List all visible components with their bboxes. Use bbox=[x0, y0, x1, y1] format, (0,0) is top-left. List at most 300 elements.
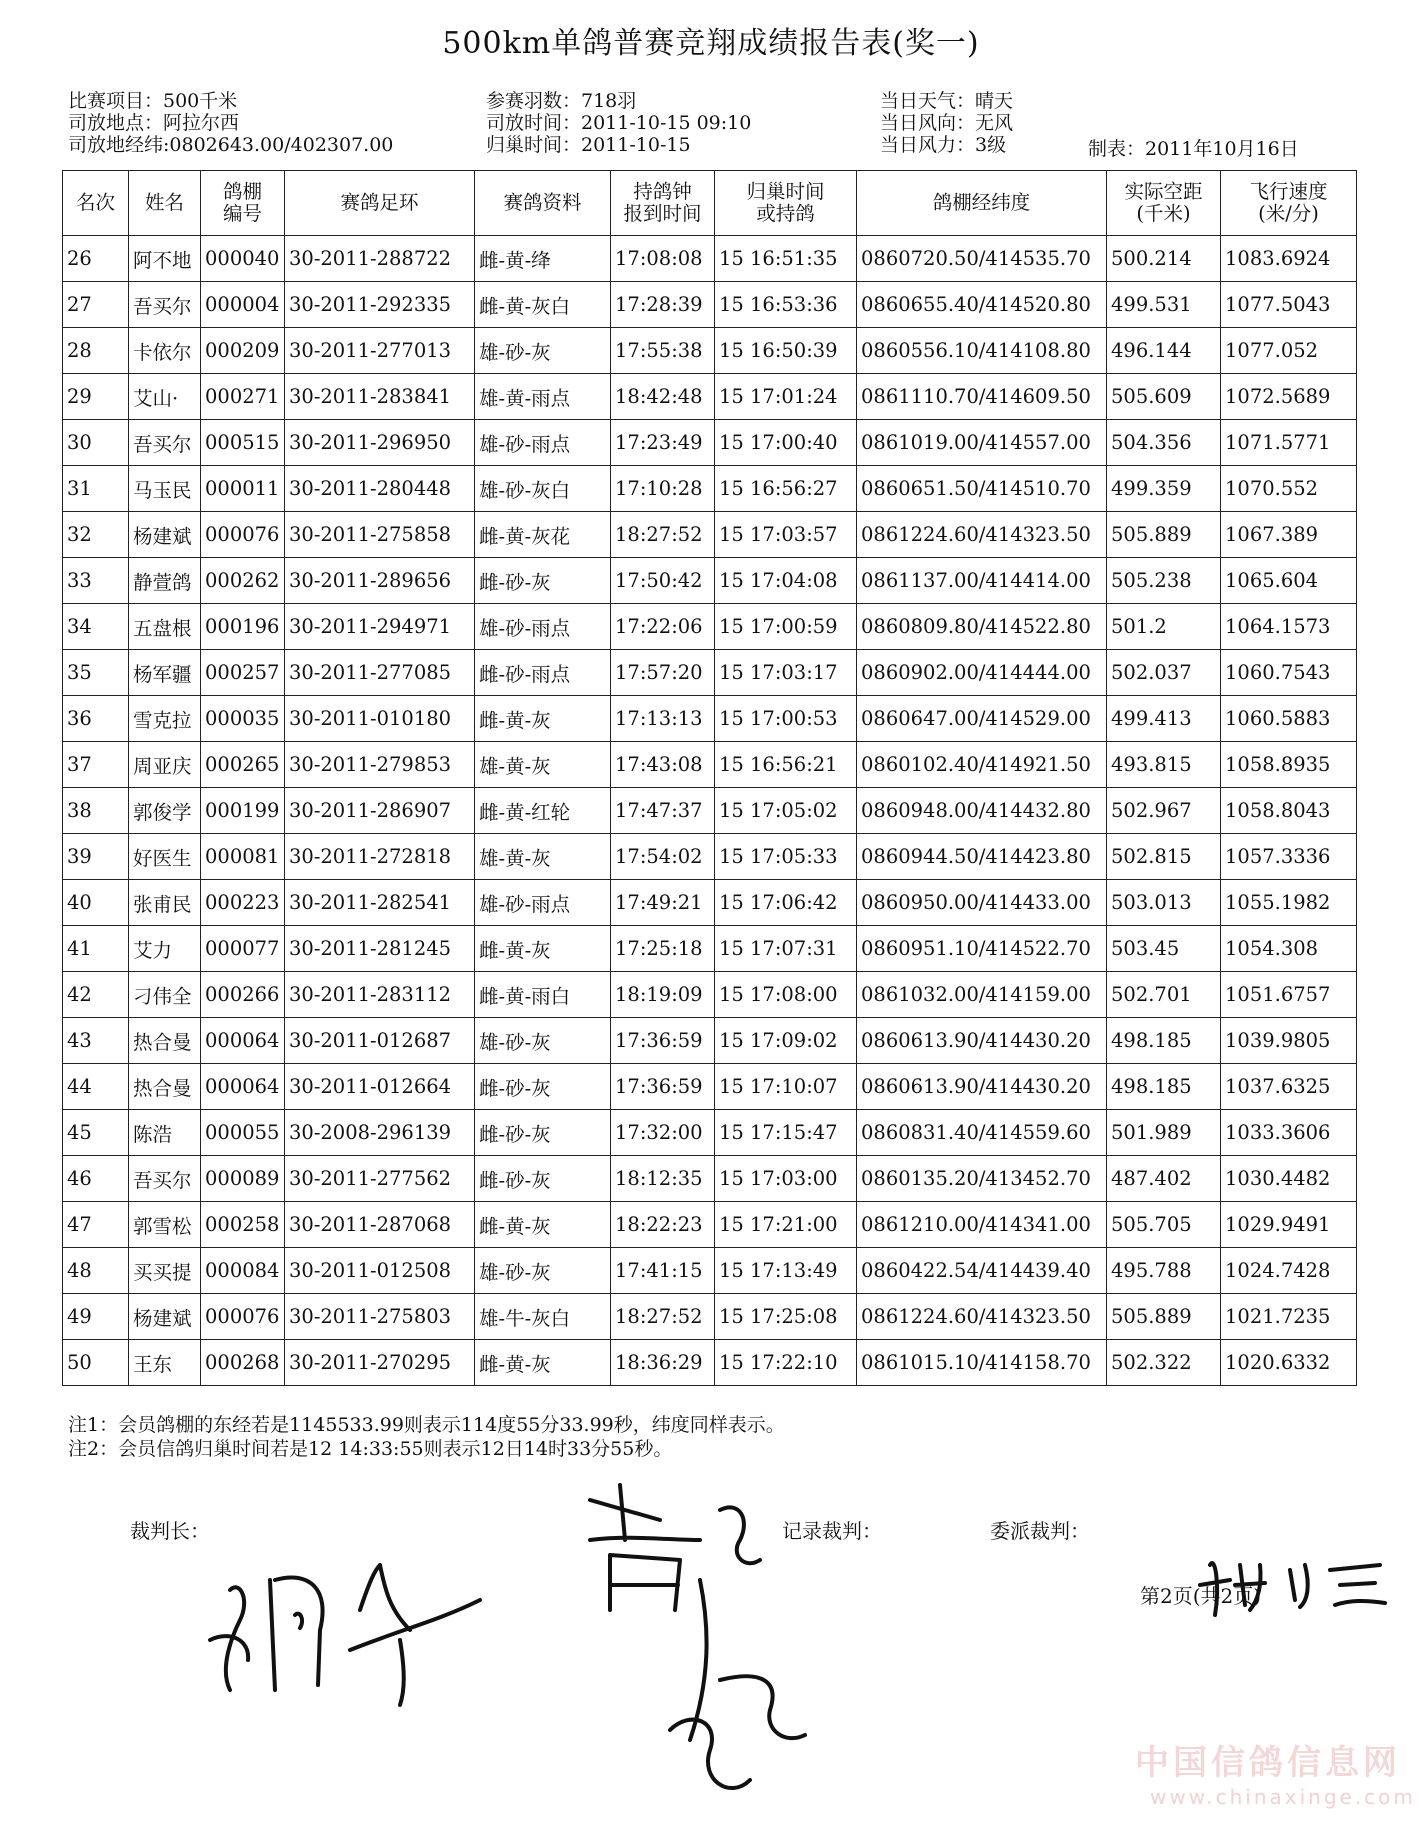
name-cell: 好医生 bbox=[129, 834, 201, 880]
clock-time-cell: 18:12:35 bbox=[611, 1156, 715, 1202]
loft-id-cell: 000196 bbox=[201, 604, 285, 650]
record-referee-signature bbox=[570, 1480, 820, 1810]
distance-cell: 505.889 bbox=[1107, 1294, 1221, 1340]
loft-coords-cell: 0860655.40/414520.80 bbox=[857, 282, 1107, 328]
results-table bbox=[62, 170, 1357, 1386]
ring-cell: 30-2011-280448 bbox=[285, 466, 475, 512]
rank-cell: 34 bbox=[63, 604, 129, 650]
col-header-pigeon-info: 赛鸽资料 bbox=[475, 171, 611, 236]
speed-cell: 1058.8935 bbox=[1221, 742, 1357, 788]
return-time: 归巢时间：2011-10-15 bbox=[486, 134, 691, 156]
loft-coords-cell: 0860102.40/414921.50 bbox=[857, 742, 1107, 788]
name-cell: 吾买尔 bbox=[129, 282, 201, 328]
table-header-row bbox=[63, 171, 1357, 236]
ring-cell: 30-2011-296950 bbox=[285, 420, 475, 466]
speed-cell: 1060.5883 bbox=[1221, 696, 1357, 742]
ring-cell: 30-2011-283112 bbox=[285, 972, 475, 1018]
pigeon-info-cell: 雄-砂-雨点 bbox=[475, 420, 611, 466]
clock-time-cell: 17:10:28 bbox=[611, 466, 715, 512]
rank-cell: 44 bbox=[63, 1064, 129, 1110]
table-row bbox=[63, 512, 1357, 558]
distance-cell: 505.238 bbox=[1107, 558, 1221, 604]
loft-coords-cell: 0860613.90/414430.20 bbox=[857, 1064, 1107, 1110]
table-row bbox=[63, 788, 1357, 834]
distance-cell: 496.144 bbox=[1107, 328, 1221, 374]
rank-cell: 49 bbox=[63, 1294, 129, 1340]
clock-time-cell: 17:32:00 bbox=[611, 1110, 715, 1156]
name-cell: 杨军疆 bbox=[129, 650, 201, 696]
rank-cell: 36 bbox=[63, 696, 129, 742]
loft-coords-cell: 0861019.00/414557.00 bbox=[857, 420, 1107, 466]
table-row bbox=[63, 558, 1357, 604]
rank-cell: 30 bbox=[63, 420, 129, 466]
speed-cell: 1067.389 bbox=[1221, 512, 1357, 558]
pigeon-info-cell: 雌-黄-灰 bbox=[475, 1340, 611, 1386]
distance-cell: 502.701 bbox=[1107, 972, 1221, 1018]
ring-cell: 30-2011-292335 bbox=[285, 282, 475, 328]
loft-coords-cell: 0860556.10/414108.80 bbox=[857, 328, 1107, 374]
clock-time-cell: 18:36:29 bbox=[611, 1340, 715, 1386]
loft-id-cell: 000040 bbox=[201, 236, 285, 282]
rank-cell: 42 bbox=[63, 972, 129, 1018]
speed-cell: 1029.9491 bbox=[1221, 1202, 1357, 1248]
speed-cell: 1024.7428 bbox=[1221, 1248, 1357, 1294]
rank-cell: 26 bbox=[63, 236, 129, 282]
table-row bbox=[63, 972, 1357, 1018]
table-row bbox=[63, 880, 1357, 926]
loft-coords-cell: 0861032.00/414159.00 bbox=[857, 972, 1107, 1018]
table-row bbox=[63, 696, 1357, 742]
loft-coords-cell: 0861110.70/414609.50 bbox=[857, 374, 1107, 420]
speed-cell: 1071.5771 bbox=[1221, 420, 1357, 466]
table-row bbox=[63, 834, 1357, 880]
loft-id-cell: 000258 bbox=[201, 1202, 285, 1248]
meta-column-times bbox=[486, 90, 751, 156]
pigeon-info-cell: 雄-砂-灰 bbox=[475, 1018, 611, 1064]
appointed-referee-signature bbox=[1190, 1545, 1390, 1625]
col-header-rank: 名次 bbox=[63, 171, 129, 236]
distance-cell: 502.815 bbox=[1107, 834, 1221, 880]
clock-time-cell: 17:08:08 bbox=[611, 236, 715, 282]
distance-cell: 501.2 bbox=[1107, 604, 1221, 650]
watermark-url: www.chinaxinge.com bbox=[1150, 1785, 1416, 1809]
table-row bbox=[63, 742, 1357, 788]
rank-cell: 50 bbox=[63, 1340, 129, 1386]
name-cell: 王东 bbox=[129, 1340, 201, 1386]
arrival-time-cell: 15 17:05:33 bbox=[715, 834, 857, 880]
speed-cell: 1058.8043 bbox=[1221, 788, 1357, 834]
name-cell: 雪克拉 bbox=[129, 696, 201, 742]
clock-time-cell: 18:42:48 bbox=[611, 374, 715, 420]
clock-time-cell: 18:27:52 bbox=[611, 512, 715, 558]
wind-direction: 当日风向：无风 bbox=[880, 112, 1014, 134]
clock-time-cell: 17:43:08 bbox=[611, 742, 715, 788]
loft-id-cell: 000055 bbox=[201, 1110, 285, 1156]
pigeon-info-cell: 雌-黄-绛 bbox=[475, 236, 611, 282]
ring-cell: 30-2011-288722 bbox=[285, 236, 475, 282]
ring-cell: 30-2011-012687 bbox=[285, 1018, 475, 1064]
loft-id-cell: 000515 bbox=[201, 420, 285, 466]
table-row bbox=[63, 1294, 1357, 1340]
table-row bbox=[63, 420, 1357, 466]
loft-coords-cell: 0860809.80/414522.80 bbox=[857, 604, 1107, 650]
distance-cell: 504.356 bbox=[1107, 420, 1221, 466]
clock-time-cell: 17:25:18 bbox=[611, 926, 715, 972]
distance-cell: 493.815 bbox=[1107, 742, 1221, 788]
table-row bbox=[63, 328, 1357, 374]
distance-cell: 499.359 bbox=[1107, 466, 1221, 512]
release-coordinates: 司放地经纬:0802643.00/402307.00 bbox=[68, 134, 394, 156]
name-cell: 杨建斌 bbox=[129, 1294, 201, 1340]
note-1: 注1：会员鸽棚的东经若是1145533.99则表示114度55分33.99秒，纬度同样表示。 bbox=[68, 1414, 785, 1436]
rank-cell: 46 bbox=[63, 1156, 129, 1202]
ring-cell: 30-2011-012508 bbox=[285, 1248, 475, 1294]
name-cell: 静萱鸽 bbox=[129, 558, 201, 604]
loft-id-cell: 000209 bbox=[201, 328, 285, 374]
release-time: 司放时间：2011-10-15 09:10 bbox=[486, 112, 752, 134]
distance-cell: 502.322 bbox=[1107, 1340, 1221, 1386]
pigeon-info-cell: 雄-砂-灰 bbox=[475, 1248, 611, 1294]
name-cell: 马玉民 bbox=[129, 466, 201, 512]
arrival-time-cell: 15 17:06:42 bbox=[715, 880, 857, 926]
clock-time-cell: 17:57:20 bbox=[611, 650, 715, 696]
pigeon-info-cell: 雌-黄-灰花 bbox=[475, 512, 611, 558]
speed-cell: 1077.052 bbox=[1221, 328, 1357, 374]
table-row bbox=[63, 604, 1357, 650]
ring-cell: 30-2011-270295 bbox=[285, 1340, 475, 1386]
ring-cell: 30-2011-275803 bbox=[285, 1294, 475, 1340]
speed-cell: 1064.1573 bbox=[1221, 604, 1357, 650]
distance-cell: 505.609 bbox=[1107, 374, 1221, 420]
name-cell: 陈浩 bbox=[129, 1110, 201, 1156]
rank-cell: 41 bbox=[63, 926, 129, 972]
arrival-time-cell: 15 17:22:10 bbox=[715, 1340, 857, 1386]
speed-cell: 1060.7543 bbox=[1221, 650, 1357, 696]
col-header-clock-time: 持鸽钟 报到时间 bbox=[611, 171, 715, 236]
report-title: 500km单鸽普赛竞翔成绩报告表(奖一) bbox=[442, 26, 980, 61]
arrival-time-cell: 15 17:13:49 bbox=[715, 1248, 857, 1294]
loft-id-cell: 000089 bbox=[201, 1156, 285, 1202]
speed-cell: 1072.5689 bbox=[1221, 374, 1357, 420]
record-referee-label: 记录裁判： bbox=[782, 1519, 882, 1543]
weather: 当日天气：晴天 bbox=[880, 90, 1014, 112]
loft-coords-cell: 0860944.50/414423.80 bbox=[857, 834, 1107, 880]
distance-cell: 495.788 bbox=[1107, 1248, 1221, 1294]
loft-coords-cell: 0860720.50/414535.70 bbox=[857, 236, 1107, 282]
pigeon-info-cell: 雌-砂-灰 bbox=[475, 558, 611, 604]
appointed-referee-label: 委派裁判： bbox=[990, 1519, 1090, 1543]
rank-cell: 35 bbox=[63, 650, 129, 696]
rank-cell: 40 bbox=[63, 880, 129, 926]
loft-coords-cell: 0860831.40/414559.60 bbox=[857, 1110, 1107, 1156]
loft-id-cell: 000011 bbox=[201, 466, 285, 512]
ring-cell: 30-2011-286907 bbox=[285, 788, 475, 834]
loft-id-cell: 000081 bbox=[201, 834, 285, 880]
speed-cell: 1065.604 bbox=[1221, 558, 1357, 604]
name-cell: 艾力 bbox=[129, 926, 201, 972]
loft-coords-cell: 0860951.10/414522.70 bbox=[857, 926, 1107, 972]
wind-force: 当日风力：3级 bbox=[880, 134, 1007, 156]
speed-cell: 1077.5043 bbox=[1221, 282, 1357, 328]
pigeon-info-cell: 雌-砂-雨点 bbox=[475, 650, 611, 696]
arrival-time-cell: 15 16:53:36 bbox=[715, 282, 857, 328]
ring-cell: 30-2011-289656 bbox=[285, 558, 475, 604]
arrival-time-cell: 15 17:03:00 bbox=[715, 1156, 857, 1202]
pigeon-info-cell: 雄-砂-雨点 bbox=[475, 604, 611, 650]
rank-cell: 48 bbox=[63, 1248, 129, 1294]
name-cell: 五盘根 bbox=[129, 604, 201, 650]
pigeon-info-cell: 雄-牛-灰白 bbox=[475, 1294, 611, 1340]
arrival-time-cell: 15 16:51:35 bbox=[715, 236, 857, 282]
loft-coords-cell: 0861210.00/414341.00 bbox=[857, 1202, 1107, 1248]
distance-cell: 498.185 bbox=[1107, 1064, 1221, 1110]
name-cell: 买买提 bbox=[129, 1248, 201, 1294]
speed-cell: 1030.4482 bbox=[1221, 1156, 1357, 1202]
distance-cell: 487.402 bbox=[1107, 1156, 1221, 1202]
loft-coords-cell: 0860135.20/413452.70 bbox=[857, 1156, 1107, 1202]
speed-cell: 1070.552 bbox=[1221, 466, 1357, 512]
arrival-time-cell: 15 16:56:27 bbox=[715, 466, 857, 512]
name-cell: 刁伟全 bbox=[129, 972, 201, 1018]
distance-cell: 501.989 bbox=[1107, 1110, 1221, 1156]
pigeon-info-cell: 雌-黄-灰 bbox=[475, 926, 611, 972]
clock-time-cell: 18:22:23 bbox=[611, 1202, 715, 1248]
pigeon-info-cell: 雌-砂-灰 bbox=[475, 1156, 611, 1202]
table-row bbox=[63, 650, 1357, 696]
speed-cell: 1055.1982 bbox=[1221, 880, 1357, 926]
pigeon-info-cell: 雌-黄-灰 bbox=[475, 1202, 611, 1248]
distance-cell: 499.531 bbox=[1107, 282, 1221, 328]
speed-cell: 1057.3336 bbox=[1221, 834, 1357, 880]
distance-cell: 503.013 bbox=[1107, 880, 1221, 926]
ring-cell: 30-2011-012664 bbox=[285, 1064, 475, 1110]
clock-time-cell: 17:23:49 bbox=[611, 420, 715, 466]
distance-cell: 505.705 bbox=[1107, 1202, 1221, 1248]
clock-time-cell: 18:19:09 bbox=[611, 972, 715, 1018]
loft-id-cell: 000004 bbox=[201, 282, 285, 328]
ring-cell: 30-2011-277013 bbox=[285, 328, 475, 374]
ring-cell: 30-2011-294971 bbox=[285, 604, 475, 650]
pigeon-info-cell: 雄-砂-灰白 bbox=[475, 466, 611, 512]
speed-cell: 1037.6325 bbox=[1221, 1064, 1357, 1110]
release-site: 司放地点：阿拉尔西 bbox=[68, 112, 240, 134]
prepared-date: 制表：2011年10月16日 bbox=[1088, 138, 1299, 160]
table-row bbox=[63, 1018, 1357, 1064]
table-row bbox=[63, 926, 1357, 972]
chief-referee-signature bbox=[200, 1520, 500, 1710]
rank-cell: 28 bbox=[63, 328, 129, 374]
speed-cell: 1033.3606 bbox=[1221, 1110, 1357, 1156]
ring-cell: 30-2011-275858 bbox=[285, 512, 475, 558]
results-body bbox=[63, 236, 1357, 1386]
pigeon-info-cell: 雄-黄-灰 bbox=[475, 834, 611, 880]
clock-time-cell: 18:27:52 bbox=[611, 1294, 715, 1340]
meta-column-weather bbox=[880, 90, 1013, 156]
speed-cell: 1051.6757 bbox=[1221, 972, 1357, 1018]
distance-cell: 505.889 bbox=[1107, 512, 1221, 558]
col-header-speed: 飞行速度 (米/分) bbox=[1221, 171, 1357, 236]
distance-cell: 498.185 bbox=[1107, 1018, 1221, 1064]
loft-coords-cell: 0860902.00/414444.00 bbox=[857, 650, 1107, 696]
table-row bbox=[63, 1064, 1357, 1110]
pigeon-info-cell: 雌-黄-灰白 bbox=[475, 282, 611, 328]
distance-cell: 500.214 bbox=[1107, 236, 1221, 282]
pigeon-info-cell: 雌-黄-红轮 bbox=[475, 788, 611, 834]
table-row bbox=[63, 236, 1357, 282]
rank-cell: 39 bbox=[63, 834, 129, 880]
ring-cell: 30-2011-277562 bbox=[285, 1156, 475, 1202]
ring-cell: 30-2011-279853 bbox=[285, 742, 475, 788]
clock-time-cell: 17:54:02 bbox=[611, 834, 715, 880]
ring-cell: 30-2011-283841 bbox=[285, 374, 475, 420]
arrival-time-cell: 15 17:00:53 bbox=[715, 696, 857, 742]
clock-time-cell: 17:36:59 bbox=[611, 1018, 715, 1064]
name-cell: 热合曼 bbox=[129, 1018, 201, 1064]
clock-time-cell: 17:22:06 bbox=[611, 604, 715, 650]
rank-cell: 31 bbox=[63, 466, 129, 512]
table-row bbox=[63, 466, 1357, 512]
loft-coords-cell: 0861224.60/414323.50 bbox=[857, 1294, 1107, 1340]
distance-cell: 499.413 bbox=[1107, 696, 1221, 742]
name-cell: 艾山· bbox=[129, 374, 201, 420]
name-cell: 热合曼 bbox=[129, 1064, 201, 1110]
name-cell: 郭雪松 bbox=[129, 1202, 201, 1248]
loft-id-cell: 000076 bbox=[201, 512, 285, 558]
arrival-time-cell: 15 17:04:08 bbox=[715, 558, 857, 604]
arrival-time-cell: 15 17:10:07 bbox=[715, 1064, 857, 1110]
col-header-ring: 赛鸽足环 bbox=[285, 171, 475, 236]
distance-cell: 502.967 bbox=[1107, 788, 1221, 834]
arrival-time-cell: 15 17:08:00 bbox=[715, 972, 857, 1018]
pigeon-info-cell: 雌-黄-灰 bbox=[475, 696, 611, 742]
loft-coords-cell: 0861137.00/414414.00 bbox=[857, 558, 1107, 604]
loft-id-cell: 000064 bbox=[201, 1018, 285, 1064]
distance-cell: 503.45 bbox=[1107, 926, 1221, 972]
ring-cell: 30-2011-010180 bbox=[285, 696, 475, 742]
loft-coords-cell: 0861015.10/414158.70 bbox=[857, 1340, 1107, 1386]
loft-id-cell: 000064 bbox=[201, 1064, 285, 1110]
arrival-time-cell: 15 17:07:31 bbox=[715, 926, 857, 972]
name-cell: 张甫民 bbox=[129, 880, 201, 926]
arrival-time-cell: 15 17:21:00 bbox=[715, 1202, 857, 1248]
loft-coords-cell: 0860422.54/414439.40 bbox=[857, 1248, 1107, 1294]
name-cell: 阿不地 bbox=[129, 236, 201, 282]
clock-time-cell: 17:47:37 bbox=[611, 788, 715, 834]
clock-time-cell: 17:55:38 bbox=[611, 328, 715, 374]
distance-cell: 502.037 bbox=[1107, 650, 1221, 696]
clock-time-cell: 17:49:21 bbox=[611, 880, 715, 926]
pigeon-info-cell: 雄-砂-雨点 bbox=[475, 880, 611, 926]
name-cell: 吾买尔 bbox=[129, 1156, 201, 1202]
arrival-time-cell: 15 16:50:39 bbox=[715, 328, 857, 374]
arrival-time-cell: 15 17:09:02 bbox=[715, 1018, 857, 1064]
table-row bbox=[63, 374, 1357, 420]
col-header-loft-id: 鸽棚 编号 bbox=[201, 171, 285, 236]
pigeon-info-cell: 雌-砂-灰 bbox=[475, 1110, 611, 1156]
loft-coords-cell: 0861224.60/414323.50 bbox=[857, 512, 1107, 558]
clock-time-cell: 17:41:15 bbox=[611, 1248, 715, 1294]
speed-cell: 1021.7235 bbox=[1221, 1294, 1357, 1340]
ring-cell: 30-2011-277085 bbox=[285, 650, 475, 696]
clock-time-cell: 17:36:59 bbox=[611, 1064, 715, 1110]
loft-id-cell: 000266 bbox=[201, 972, 285, 1018]
table-row bbox=[63, 1110, 1357, 1156]
watermark-site-name: 中国信鸽信息网 bbox=[1135, 1743, 1401, 1783]
arrival-time-cell: 15 16:56:21 bbox=[715, 742, 857, 788]
rank-cell: 45 bbox=[63, 1110, 129, 1156]
ring-cell: 30-2011-282541 bbox=[285, 880, 475, 926]
clock-time-cell: 17:50:42 bbox=[611, 558, 715, 604]
loft-id-cell: 000076 bbox=[201, 1294, 285, 1340]
loft-id-cell: 000084 bbox=[201, 1248, 285, 1294]
rank-cell: 43 bbox=[63, 1018, 129, 1064]
event-item: 比赛项目：500千米 bbox=[68, 90, 238, 112]
pigeon-info-cell: 雄-黄-灰 bbox=[475, 742, 611, 788]
loft-id-cell: 000262 bbox=[201, 558, 285, 604]
pigeon-info-cell: 雄-砂-灰 bbox=[475, 328, 611, 374]
table-row bbox=[63, 1202, 1357, 1248]
loft-id-cell: 000035 bbox=[201, 696, 285, 742]
speed-cell: 1083.6924 bbox=[1221, 236, 1357, 282]
name-cell: 周亚庆 bbox=[129, 742, 201, 788]
pigeon-info-cell: 雌-砂-灰 bbox=[475, 1064, 611, 1110]
pigeon-info-cell: 雄-黄-雨点 bbox=[475, 374, 611, 420]
arrival-time-cell: 15 17:05:02 bbox=[715, 788, 857, 834]
clock-time-cell: 17:13:13 bbox=[611, 696, 715, 742]
arrival-time-cell: 15 17:25:08 bbox=[715, 1294, 857, 1340]
notes bbox=[68, 1413, 785, 1461]
ring-cell: 30-2008-296139 bbox=[285, 1110, 475, 1156]
col-header-arrival-time: 归巢时间 或持鸽 bbox=[715, 171, 857, 236]
rank-cell: 33 bbox=[63, 558, 129, 604]
arrival-time-cell: 15 17:00:40 bbox=[715, 420, 857, 466]
loft-coords-cell: 0860613.90/414430.20 bbox=[857, 1018, 1107, 1064]
arrival-time-cell: 15 17:03:17 bbox=[715, 650, 857, 696]
ring-cell: 30-2011-272818 bbox=[285, 834, 475, 880]
table-row bbox=[63, 1340, 1357, 1386]
loft-coords-cell: 0860950.00/414433.00 bbox=[857, 880, 1107, 926]
name-cell: 吾买尔 bbox=[129, 420, 201, 466]
pigeon-info-cell: 雌-黄-雨白 bbox=[475, 972, 611, 1018]
ring-cell: 30-2011-281245 bbox=[285, 926, 475, 972]
speed-cell: 1054.308 bbox=[1221, 926, 1357, 972]
rank-cell: 38 bbox=[63, 788, 129, 834]
loft-id-cell: 000265 bbox=[201, 742, 285, 788]
chief-referee-label: 裁判长： bbox=[130, 1519, 210, 1543]
loft-id-cell: 000268 bbox=[201, 1340, 285, 1386]
col-header-distance: 实际空距 (千米) bbox=[1107, 171, 1221, 236]
arrival-time-cell: 15 17:01:24 bbox=[715, 374, 857, 420]
rank-cell: 29 bbox=[63, 374, 129, 420]
loft-id-cell: 000077 bbox=[201, 926, 285, 972]
table-row bbox=[63, 1156, 1357, 1202]
col-header-name: 姓名 bbox=[129, 171, 201, 236]
meta-column-event bbox=[68, 90, 393, 156]
loft-coords-cell: 0860647.00/414529.00 bbox=[857, 696, 1107, 742]
note-2: 注2：会员信鸽归巢时间若是12 14:33:55则表示12日14时33分55秒。 bbox=[68, 1438, 673, 1460]
speed-cell: 1020.6332 bbox=[1221, 1340, 1357, 1386]
name-cell: 卡依尔 bbox=[129, 328, 201, 374]
loft-id-cell: 000271 bbox=[201, 374, 285, 420]
rank-cell: 32 bbox=[63, 512, 129, 558]
rank-cell: 27 bbox=[63, 282, 129, 328]
arrival-time-cell: 15 17:00:59 bbox=[715, 604, 857, 650]
name-cell: 杨建斌 bbox=[129, 512, 201, 558]
loft-id-cell: 000257 bbox=[201, 650, 285, 696]
arrival-time-cell: 15 17:03:57 bbox=[715, 512, 857, 558]
rank-cell: 37 bbox=[63, 742, 129, 788]
arrival-time-cell: 15 17:15:47 bbox=[715, 1110, 857, 1156]
